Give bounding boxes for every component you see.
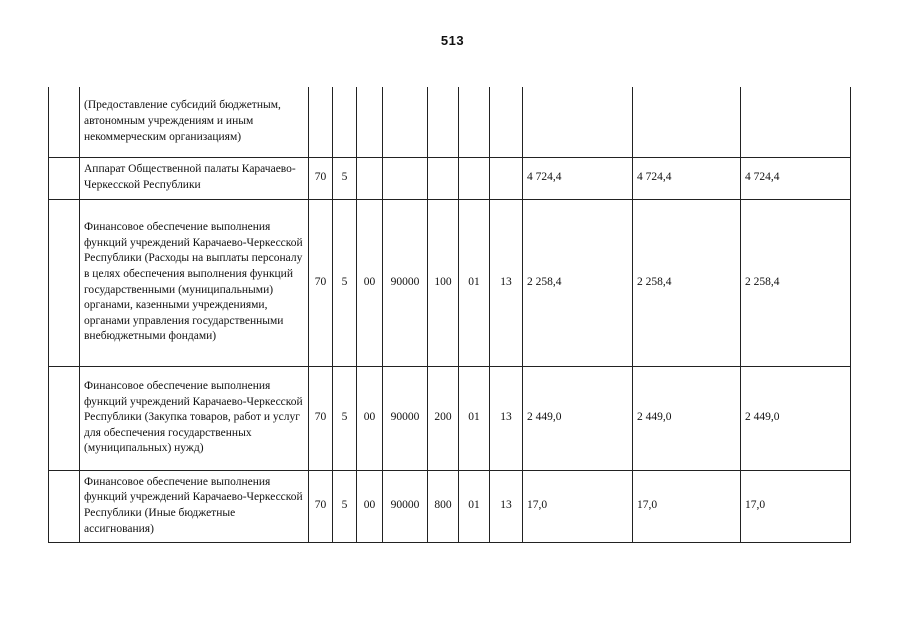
amount-cell xyxy=(741,87,851,157)
amount-cell xyxy=(523,87,633,157)
index-cell xyxy=(49,470,80,542)
code-cell xyxy=(490,157,523,199)
amount-cell: 4 724,4 xyxy=(523,157,633,199)
index-cell xyxy=(49,366,80,470)
code-cell xyxy=(459,87,490,157)
table-row xyxy=(49,470,851,542)
amount-cell: 2 449,0 xyxy=(741,366,851,470)
code-cell xyxy=(383,157,428,199)
code-cell: 90000 xyxy=(383,199,428,366)
code-cell: 5 xyxy=(333,366,357,470)
code-cell: 01 xyxy=(459,366,490,470)
description-cell: Финансовое обеспечение выполнения функций учреждений Карачаево-Черкесской Республики (Расходы на выплаты персоналу в целях обеспечения выполнения функций государственными (муниципальными) органами, казенными учреждениями, органами управления государственными внебюджетными фондами) xyxy=(80,199,309,366)
amount-cell: 17,0 xyxy=(741,470,851,542)
code-cell xyxy=(428,87,459,157)
table-row xyxy=(49,157,851,199)
code-cell xyxy=(428,157,459,199)
description-cell: Аппарат Общественной палаты Карачаево-Черкесской Республики xyxy=(80,157,309,199)
code-cell: 01 xyxy=(459,199,490,366)
code-cell: 5 xyxy=(333,199,357,366)
code-cell: 90000 xyxy=(383,470,428,542)
code-cell: 5 xyxy=(333,157,357,199)
amount-cell: 17,0 xyxy=(633,470,741,542)
amount-cell xyxy=(633,87,741,157)
code-cell: 00 xyxy=(357,470,383,542)
amount-cell: 2 258,4 xyxy=(741,199,851,366)
amount-cell: 4 724,4 xyxy=(633,157,741,199)
code-cell: 200 xyxy=(428,366,459,470)
code-cell: 13 xyxy=(490,366,523,470)
code-cell: 70 xyxy=(309,366,333,470)
amount-cell: 2 449,0 xyxy=(633,366,741,470)
index-cell xyxy=(49,87,80,157)
index-cell xyxy=(49,157,80,199)
table-row xyxy=(49,366,851,470)
index-cell xyxy=(49,199,80,366)
code-cell xyxy=(333,87,357,157)
code-cell: 70 xyxy=(309,199,333,366)
code-cell: 00 xyxy=(357,199,383,366)
code-cell: 800 xyxy=(428,470,459,542)
code-cell: 70 xyxy=(309,470,333,542)
code-cell: 70 xyxy=(309,157,333,199)
code-cell xyxy=(459,157,490,199)
budget-table xyxy=(48,87,851,543)
description-cell: (Предоставление субсидий бюджетным, автономным учреждениям и иным некоммерческим организациям) xyxy=(80,87,309,157)
code-cell: 00 xyxy=(357,366,383,470)
amount-cell: 2 258,4 xyxy=(523,199,633,366)
code-cell: 100 xyxy=(428,199,459,366)
amount-cell: 17,0 xyxy=(523,470,633,542)
code-cell: 01 xyxy=(459,470,490,542)
code-cell xyxy=(357,87,383,157)
code-cell xyxy=(309,87,333,157)
description-cell: Финансовое обеспечение выполнения функций учреждений Карачаево-Черкесской Республики (Закупка товаров, работ и услуг для обеспечения государственных (муниципальных) нужд) xyxy=(80,366,309,470)
code-cell xyxy=(357,157,383,199)
page-number: 513 xyxy=(440,33,465,48)
description-cell: Финансовое обеспечение выполнения функций учреждений Карачаево-Черкесской Республики (Иные бюджетные ассигнования) xyxy=(80,470,309,542)
table-row xyxy=(49,199,851,366)
amount-cell: 2 258,4 xyxy=(633,199,741,366)
table-row xyxy=(49,87,851,157)
code-cell xyxy=(383,87,428,157)
amount-cell: 2 449,0 xyxy=(523,366,633,470)
code-cell: 5 xyxy=(333,470,357,542)
code-cell: 13 xyxy=(490,199,523,366)
amount-cell: 4 724,4 xyxy=(741,157,851,199)
code-cell: 90000 xyxy=(383,366,428,470)
code-cell: 13 xyxy=(490,470,523,542)
code-cell xyxy=(490,87,523,157)
